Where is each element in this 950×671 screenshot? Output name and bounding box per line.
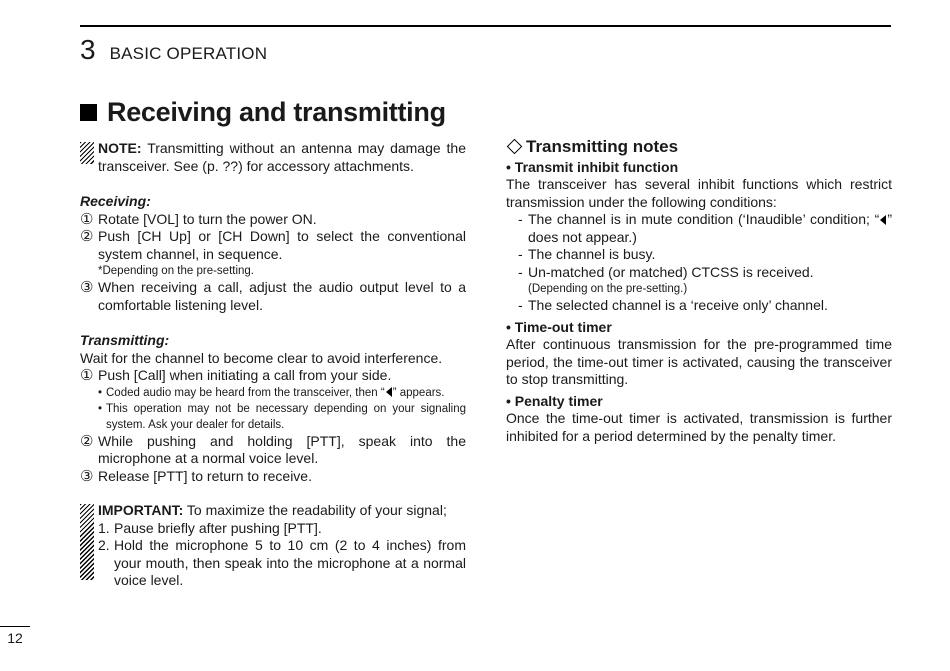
important-item-1: 1. Pause briefly after pushing [PTT]. [98,519,322,536]
receiving-step-1: ① Rotate [VOL] to turn the power ON. [80,210,317,228]
timeout-text: After continuous transmission for the pre-programmed time period, the time-out timer is activated, causing the transceiver to stop transmitting. [506,336,892,387]
bullet-item: • Coded audio may be heard from the transceiver, then “ ” appears. [98,386,445,399]
hatch-icon [80,142,94,164]
inhibit-text: The transceiver has several inhibit functions which restrict transmission under the following conditions: [506,176,892,210]
diamond-icon [507,139,523,155]
chapter-title: BASIC OPERATION [109,44,268,63]
note-box [80,140,466,175]
condition-note: (Depending on the pre-setting.) [528,283,688,295]
condition-item: - The channel is busy. [518,246,656,262]
note-text: NOTE: Transmitting without an antenna may damage the transceiver. See (p. ??) for accessory attachments. [98,140,466,174]
transmitting-step-2: ② While pushing and holding [PTT], speak into the microphone at a normal voice level. [80,432,466,466]
chapter-number: 3 [80,34,96,65]
transmitting-step-1: ① Push [Call] when initiating a call from your side. [80,367,392,384]
bullet-item: • This operation may not be necessary depending on your signaling system. Ask your dealer for details. [98,402,466,431]
condition-item: - The selected channel is a ‘receive only’ channel. [518,297,828,313]
transmitting-intro: Wait for the channel to become clear to avoid interference. [80,349,443,366]
section-title-text: Receiving and transmitting [107,97,446,127]
receiving-step-2: ② Push [CH Up] or [CH Down] to select the conventional system channel, in sequence. *Depending on the pre-setting. [80,228,466,277]
speaker-icon [880,215,886,225]
penalty-title: • Penalty timer [506,392,603,409]
important-item-2: 2. Hold the microphone 5 to 10 cm (2 to 4 inches) from your mouth, then speak into the microphone at a normal voice level. [98,537,466,588]
condition-item: - Un-matched (or matched) CTCSS is received. (Depending on the pre-setting.) [506,264,892,298]
receiving-heading: Receiving: [80,193,151,209]
black-square-icon [80,104,97,121]
timeout-title: • Time-out timer [506,318,612,335]
left-column [80,140,466,590]
transmitting-heading: Transmitting: [80,332,170,348]
page-number: 12 [0,626,30,646]
important-text: IMPORTANT: To maximize the readability of your signal; [98,502,447,518]
step-note: *Depending on the pre-setting. [98,265,254,277]
hatch-icon [80,504,94,580]
receiving-step-3: ③ When receiving a call, adjust the audio output level to a comfortable listening level. [80,279,466,313]
header-rule [80,25,891,27]
important-box [80,502,466,590]
inhibit-title: • Transmit inhibit function [506,158,679,175]
condition-item: - The channel is in mute condition (‘Inaudible’ condition; “ ” does not appear.) [518,211,892,245]
right-column [506,138,892,445]
transmitting-notes-heading: Transmitting notes [506,138,892,156]
section-title [80,97,446,128]
transmitting-step-3: ③ Release [PTT] to return to receive. [80,467,312,485]
speaker-icon [386,387,392,397]
chapter-header [80,34,267,66]
penalty-text: Once the time-out timer is activated, transmission is further inhibited for a period determined by the penalty timer. [506,410,892,444]
